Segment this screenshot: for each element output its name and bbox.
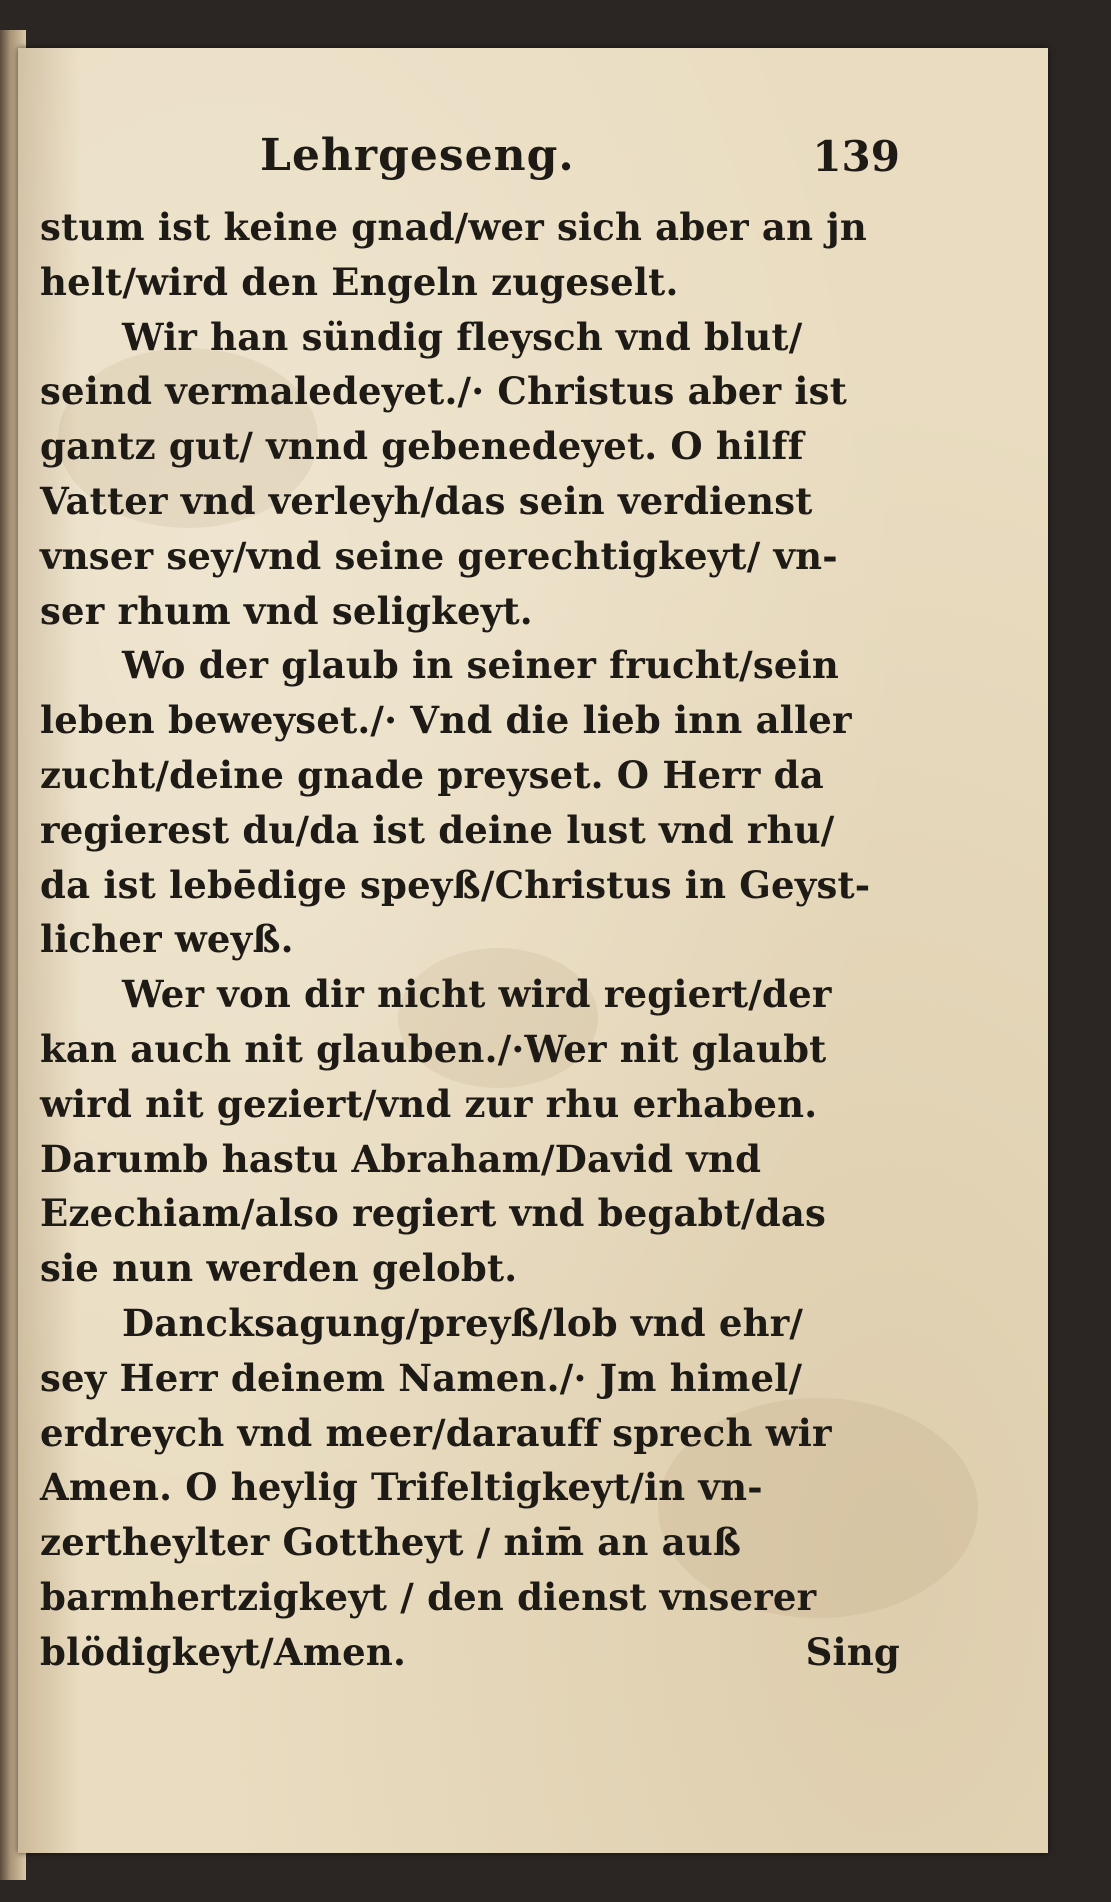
text-line: Wir han sündig fleysch vnd blut/ [122, 314, 803, 359]
text-line: blödigkeyt/Amen. [40, 1629, 407, 1674]
text-line: regierest du/da ist deine lust vnd rhu/ [40, 807, 835, 852]
text-line: Dancksagung/preyß/lob vnd ehr/ [122, 1300, 804, 1345]
text-line: gantz gut/ vnnd gebenedeyet. O hilff [40, 424, 804, 469]
text-line: Ezechiam/also regiert vnd begabt/das [40, 1191, 827, 1236]
text-line: Vatter vnd verleyh/das sein verdienst [40, 478, 813, 523]
text-line: sey Herr deinem Namen./· Jm himel/ [40, 1355, 803, 1400]
page-header [260, 130, 900, 190]
text-line: sie nun werden gelobt. [40, 1246, 518, 1291]
text-line: erdreych vnd meer/darauff sprech wir [40, 1410, 832, 1455]
text-line: Wer von dir nicht wird regiert/der [122, 972, 832, 1017]
text-line: leben beweyset./· Vnd die lieb inn aller [40, 698, 852, 743]
running-head: Lehrgeseng. [260, 130, 575, 181]
text-line: vnser sey/vnd seine gerechtigkeyt/ vn- [40, 533, 838, 578]
text-line: wird nit geziert/vnd zur rhu erhaben. [40, 1081, 818, 1126]
last-text-line [40, 1625, 900, 1680]
catchword: Sing [805, 1629, 900, 1674]
text-line: zucht/deine gnade preyset. O Herr da [40, 752, 824, 797]
body-text [40, 200, 900, 1680]
text-line: da ist lebēdige speyß/Christus in Geyst- [40, 862, 871, 907]
text-line: Darumb hastu Abraham/David vnd [40, 1136, 762, 1181]
text-line: helt/wird den Engeln zugeselt. [40, 259, 679, 304]
text-line: zertheylter Gottheyt / nim̄ an auß [40, 1520, 742, 1565]
text-line: licher weyß. [40, 917, 294, 962]
text-line: Wo der glaub in seiner frucht/sein [122, 643, 839, 688]
page-number: 139 [812, 132, 900, 181]
text-line: Amen. O heylig Trifeltigkeyt/in vn- [40, 1465, 763, 1510]
text-line: kan auch nit glauben./·Wer nit glaubt [40, 1026, 827, 1071]
text-line: seind vermaledeyet./· Christus aber ist [40, 369, 848, 414]
text-line: barmhertzigkeyt / den dienst vnserer [40, 1574, 817, 1619]
text-line: stum ist keine gnad/wer sich aber an jn [40, 205, 867, 249]
text-line: ser rhum vnd seligkeyt. [40, 588, 533, 633]
